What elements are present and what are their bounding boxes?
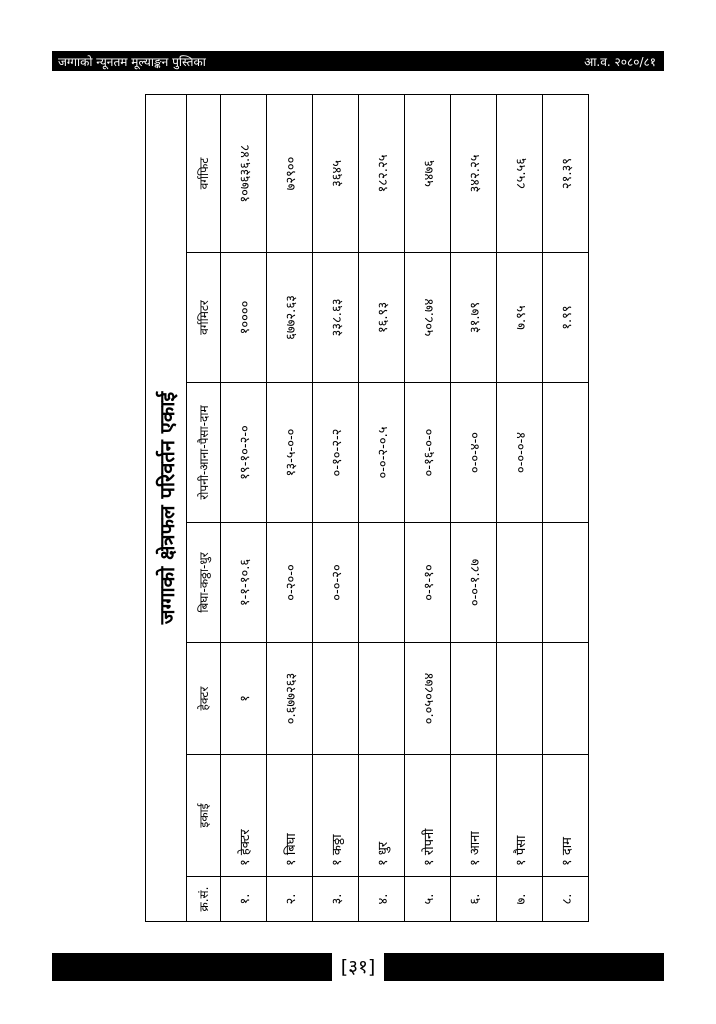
col-header-hectare: हेक्टर [187, 643, 221, 755]
cell-bigha: ०-०-१.८७ [451, 523, 497, 643]
cell-ropani [543, 383, 589, 523]
cell-unit: १ दाम [543, 755, 589, 877]
table-row [221, 95, 267, 922]
cell-hectare: ०.६७७२६३ [267, 643, 313, 755]
cell-sqft: ३४२.२५ [451, 95, 497, 253]
col-header-bigha: बिघा-कठ्ठा-धुर [187, 523, 221, 643]
cell-sqm: १६.९३ [359, 253, 405, 383]
cell-sqm: १.९९ [543, 253, 589, 383]
cell-bigha: १-१-१०.६ [221, 523, 267, 643]
cell-sqft: ७२९०० [267, 95, 313, 253]
cell-sn: ७. [497, 877, 543, 922]
page-header [52, 51, 664, 71]
cell-sn: ६. [451, 877, 497, 922]
col-header-sn: क्र.सं. [187, 877, 221, 922]
cell-bigha [543, 523, 589, 643]
cell-ropani: ०-०-०-४ [497, 383, 543, 523]
page-number: [३१] [332, 953, 384, 981]
cell-sn: ८. [543, 877, 589, 922]
cell-ropani: ०-१०-२-२ [313, 383, 359, 523]
col-header-unit: इकाई [187, 755, 221, 877]
cell-sqm: ५०८.७४ [405, 253, 451, 383]
cell-sqft: २१.३९ [543, 95, 589, 253]
cell-sn: ४. [359, 877, 405, 922]
table-title: जग्गाको क्षेत्रफल परिवर्तन एकाई [146, 95, 187, 922]
cell-sqft: ३६४५ [313, 95, 359, 253]
cell-sqm: ३३८.६३ [313, 253, 359, 383]
cell-hectare [543, 643, 589, 755]
cell-unit: १ धुर [359, 755, 405, 877]
col-header-sqm: वर्गमिटर [187, 253, 221, 383]
cell-sqm: ७.९५ [497, 253, 543, 383]
cell-unit: १ बिघा [267, 755, 313, 877]
cell-hectare [497, 643, 543, 755]
rotated-table-container [145, 95, 578, 922]
cell-unit: १ रोपनी [405, 755, 451, 877]
cell-ropani: ०-०-४-० [451, 383, 497, 523]
cell-hectare: ०.०५०८७४ [405, 643, 451, 755]
table-row [267, 95, 313, 922]
cell-ropani: १९-१०-२-० [221, 383, 267, 523]
cell-hectare [313, 643, 359, 755]
cell-sqft: ५४७६ [405, 95, 451, 253]
cell-sqm: ३१.७९ [451, 253, 497, 383]
cell-sqm: ६७७२.६३ [267, 253, 313, 383]
cell-hectare: १ [221, 643, 267, 755]
header-row [187, 95, 221, 922]
cell-bigha [359, 523, 405, 643]
col-header-sqft: वर्गफिट [187, 95, 221, 253]
col-header-ropani: रोपनी-आना-पैसा-दाम [187, 383, 221, 523]
book-title: जग्गाको न्यूनतम मूल्याङ्कन पुस्तिका [58, 55, 206, 69]
cell-bigha [497, 523, 543, 643]
page-footer [52, 953, 664, 981]
cell-hectare [451, 643, 497, 755]
fiscal-year: आ.व. २०८०/८१ [584, 55, 656, 69]
cell-sqft: ८५.५६ [497, 95, 543, 253]
cell-sqft: १०७६३६.४८ [221, 95, 267, 253]
cell-unit: १ हेक्टर [221, 755, 267, 877]
area-conversion-table [145, 94, 589, 922]
cell-hectare [359, 643, 405, 755]
cell-unit: १ पैसा [497, 755, 543, 877]
cell-sqft: १८२.२५ [359, 95, 405, 253]
cell-sn: ५. [405, 877, 451, 922]
table-row [359, 95, 405, 922]
cell-ropani: ०-१६-०-० [405, 383, 451, 523]
cell-bigha: ०-१-१० [405, 523, 451, 643]
table-row [497, 95, 543, 922]
cell-sqm: १०००० [221, 253, 267, 383]
cell-unit: १ कठ्ठा [313, 755, 359, 877]
cell-bigha: ०-०-२० [313, 523, 359, 643]
cell-ropani: १३-५-०-० [267, 383, 313, 523]
cell-sn: १. [221, 877, 267, 922]
cell-sn: ३. [313, 877, 359, 922]
table-row [543, 95, 589, 922]
cell-unit: १ आना [451, 755, 497, 877]
cell-ropani: ०-०-२-०.५ [359, 383, 405, 523]
cell-bigha: ०-२०-० [267, 523, 313, 643]
table-row [313, 95, 359, 922]
table-row [451, 95, 497, 922]
cell-sn: २. [267, 877, 313, 922]
table-row [405, 95, 451, 922]
